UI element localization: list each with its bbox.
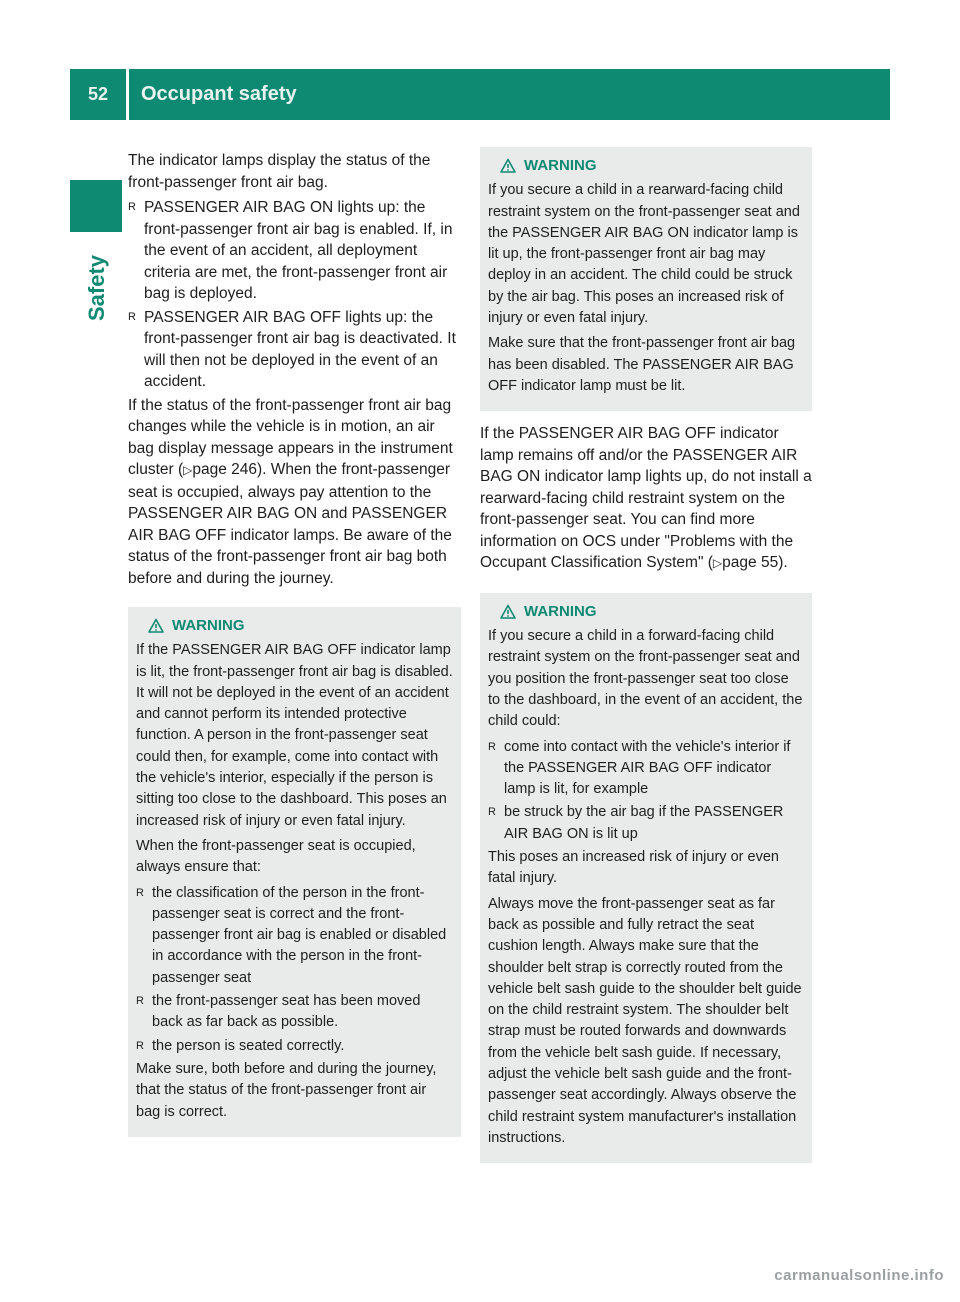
list-item: R PASSENGER AIR BAG OFF lights up: the front-passenger front air bag is deactivated. It will then not be deployed in the event of an accident. <box>128 308 456 390</box>
list-item: R PASSENGER AIR BAG ON lights up: the front-passenger front air bag is enabled. If, in the event of an accident, all deployment criteria are met, the front-passenger front air bag is deployed. <box>128 199 453 302</box>
warning-box <box>480 593 812 1163</box>
bullet-icon: R <box>136 1039 144 1052</box>
warning-list <box>488 737 804 845</box>
watermark: carmanualsonline.info <box>774 1267 944 1284</box>
warning-heading: WARNING <box>500 155 804 176</box>
header-divider <box>126 69 129 120</box>
page-title: Occupant safety <box>141 83 297 105</box>
warning-paragraph: Always move the front-passenger seat as far back as possible and fully retract the seat cushion length. Always make sure that the shoulder belt strap is correctly routed from the vehicle belt sash guide to the shoulder belt guide on the child restraint system. The shoulder belt strap must be routed forwards and downwards from the vehicle belt sash guide. If necessary, adjust the vehicle belt sash guide and the front-passenger seat accordingly. Always observe the child restraint system manufacturer's installation instructions. <box>488 895 802 1146</box>
page-ref-arrow-icon: ▷ <box>183 463 193 477</box>
warning-triangle-icon <box>500 604 516 619</box>
right-column <box>480 147 812 1163</box>
status-list <box>128 197 461 393</box>
bullet-icon: R <box>128 310 136 323</box>
warning-heading: WARNING <box>148 615 453 636</box>
warning-paragraph: Make sure that the front-passenger front air bag has been disabled. The PASSENGER AIR BAG OFF indicator lamp must be lit. <box>488 335 796 394</box>
warning-box <box>128 607 461 1137</box>
status-change-paragraph: If the status of the front-passenger front air bag changes while the vehicle is in motion, an air bag display message appears in the instrument cluster (▷page 246). When the front-passenger seat is occupied, always pay attention to the PASSENGER AIR BAG ON and PASSENGER AIR BAG OFF indicator lamps. Be aware of the status of the front-passenger front air bag both before and during the journey. <box>128 396 453 587</box>
section-marker <box>70 180 122 232</box>
bullet-icon: R <box>128 201 136 213</box>
warning-heading: WARNING <box>500 601 804 622</box>
bullet-icon: R <box>488 740 496 753</box>
page-reference-link[interactable]: page 246 <box>192 461 258 478</box>
intro-paragraph: The indicator lamps display the status of the front-passenger front air bag. <box>128 152 431 191</box>
warning-list <box>136 883 453 1057</box>
warning-triangle-icon <box>500 158 516 173</box>
warning-paragraph: If you secure a child in a forward-facing child restraint system on the front-passenger seat and you position the front-passenger seat too close to the dashboard, in the event of an accident, the child could: <box>488 628 803 730</box>
bullet-icon: R <box>136 886 144 899</box>
side-tab <box>82 240 112 336</box>
list-item: R the classification of the person in the front-passenger seat is correct and the front-passenger front air bag is enabled or disabled in accordance with the person in the front-passenger seat <box>136 884 447 986</box>
page-ref-arrow-icon: ▷ <box>712 556 723 571</box>
page-number: 52 <box>87 84 109 104</box>
warning-paragraph: When the front-passenger seat is occupied, always ensure that: <box>136 837 416 876</box>
bullet-icon: R <box>136 995 144 1008</box>
warning-paragraph: If the PASSENGER AIR BAG OFF indicator lamp is lit, the front-passenger front air bag is disabled. It will not be deployed in the event of an accident and cannot perform its intended protective function. A person in the front-passenger seat could then, for example, come into contact with the vehicle's interior, especially if the person is sitting too close to the dashboard. This poses an increased risk of injury or even fatal injury. <box>136 642 453 829</box>
list-item: R the front-passenger seat has been moved back as far back as possible. <box>136 993 421 1031</box>
list-item: R come into contact with the vehicle's interior if the PASSENGER AIR BAG OFF indicator lamp is lit, for example <box>488 738 791 798</box>
side-tab-label: Safety <box>84 254 109 322</box>
warning-triangle-icon <box>148 618 164 633</box>
left-column <box>128 150 461 1137</box>
page-reference-link[interactable]: page 55 <box>722 554 779 572</box>
list-item: R the person is seated correctly. <box>136 1036 453 1057</box>
warning-paragraph: If you secure a child in a rearward-facing child restraint system on the front-passenger seat and the PASSENGER AIR BAG ON indicator lamp is lit up, the front-passenger front air bag may deploy in an accident. The child could be struck by the air bag. This poses an increased risk of injury or even fatal injury. <box>488 182 800 327</box>
list-item: R be struck by the air bag if the PASSENGER AIR BAG ON is lit up <box>488 804 784 842</box>
bullet-icon: R <box>488 806 496 819</box>
warning-paragraph: Make sure, both before and during the journey, that the status of the front-passenger front air bag is correct. <box>136 1060 437 1120</box>
ocs-paragraph: If the PASSENGER AIR BAG OFF indicator lamp remains off and/or the PASSENGER AIR BAG ON indicator lamp lights up, do not install a rearward-facing child restraint system on the front-passenger seat. You can find more information on OCS under "Problems with the Occupant Classification System" (▷page 55). <box>480 425 812 572</box>
warning-box <box>480 147 812 411</box>
warning-paragraph: This poses an increased risk of injury or even fatal injury. <box>488 849 779 887</box>
